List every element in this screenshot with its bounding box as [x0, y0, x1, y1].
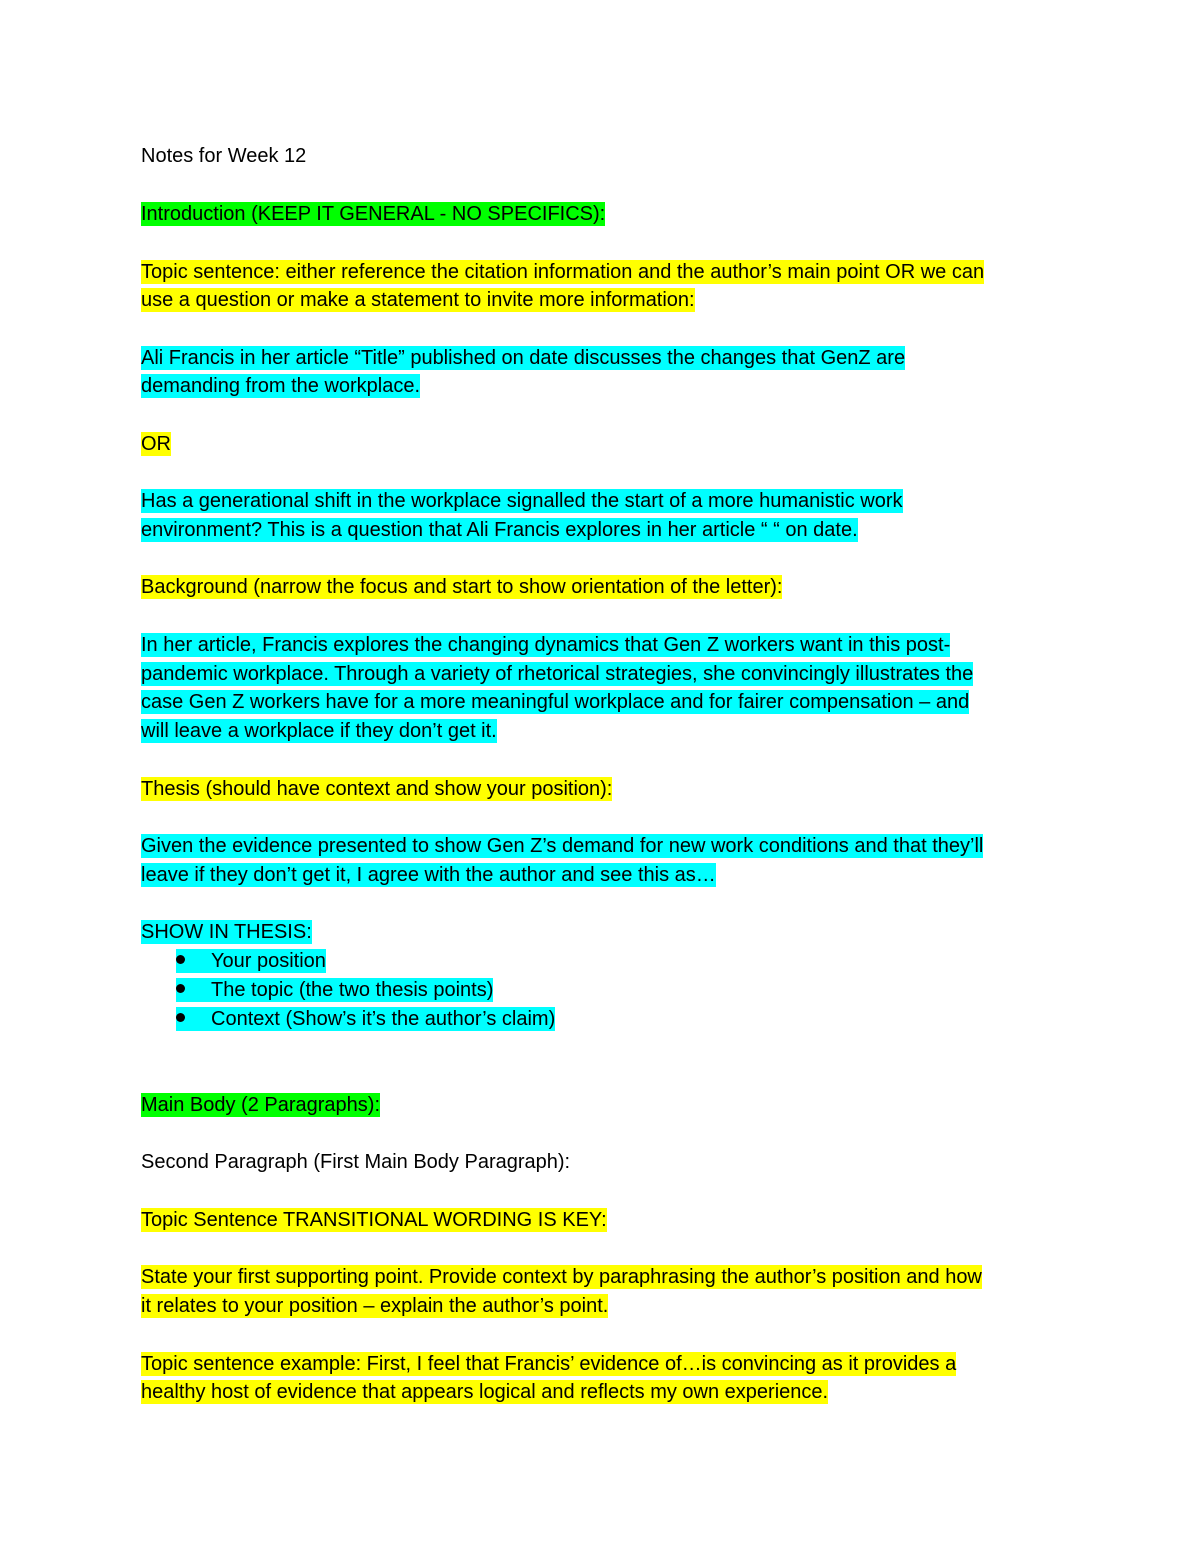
bullet-icon	[176, 955, 185, 964]
example-one-line-1: Ali Francis in her article “Title” published on date discusses the changes that GenZ are	[141, 347, 906, 369]
main-body-heading: Main Body (2 Paragraphs):	[141, 1094, 381, 1116]
supporting-point-line-2: it relates to your position – explain the author’s point.	[141, 1295, 609, 1317]
supporting-point-line-1: State your first supporting point. Provide context by paraphrasing the author’s position and how	[141, 1266, 982, 1288]
background-heading: Background (narrow the focus and start to show orientation of the letter):	[141, 576, 783, 598]
topic-example-line-1: Topic sentence example: First, I feel that Francis’ evidence of…is convincing as it provides a	[141, 1353, 957, 1375]
example-two-line-1: Has a generational shift in the workplace signalled the start of a more humanistic work	[141, 490, 903, 512]
list-item: The topic (the two thesis points)	[176, 976, 493, 1004]
or-label: OR	[141, 433, 171, 455]
thesis-line-1: Given the evidence presented to show Gen Z’s demand for new work conditions and that they’ll	[141, 835, 984, 857]
background-line-3: case Gen Z workers have for a more meaningful workplace and for fairer compensation – and	[141, 691, 970, 713]
thesis-line-2: leave if they don’t get it, I agree with the author and see this as…	[141, 864, 716, 886]
list-item: Your position	[176, 947, 326, 975]
topic-example-line-2: healthy host of evidence that appears logical and reflects my own experience.	[141, 1381, 829, 1403]
second-paragraph-heading: Second Paragraph (First Main Body Paragraph):	[141, 1151, 571, 1173]
topic-sentence-heading: Topic Sentence TRANSITIONAL WORDING IS KEY:	[141, 1209, 607, 1231]
list-item: Context (Show’s it’s the author’s claim)	[176, 1005, 555, 1033]
example-two-line-2: environment? This is a question that Ali Francis explores in her article “ “ on date.	[141, 519, 858, 541]
bullet-icon	[176, 984, 185, 993]
topic-instruction-line-2: use a question or make a statement to invite more information:	[141, 289, 695, 311]
introduction-heading: Introduction (KEEP IT GENERAL - NO SPECIFICS):	[141, 203, 606, 225]
thesis-heading: Thesis (should have context and show your position):	[141, 778, 613, 800]
background-line-1: In her article, Francis explores the changing dynamics that Gen Z workers want in this post-	[141, 634, 951, 656]
document-title: Notes for Week 12	[141, 145, 307, 167]
topic-instruction-line-1: Topic sentence: either reference the citation information and the author’s main point OR we can	[141, 261, 985, 283]
bullet-icon	[176, 1013, 185, 1022]
background-line-4: will leave a workplace if they don’t get it.	[141, 720, 497, 742]
show-in-thesis-heading: SHOW IN THESIS:	[141, 921, 312, 943]
example-one-line-2: demanding from the workplace.	[141, 375, 421, 397]
background-line-2: pandemic workplace. Through a variety of rhetorical strategies, she convincingly illustrates the	[141, 663, 974, 685]
